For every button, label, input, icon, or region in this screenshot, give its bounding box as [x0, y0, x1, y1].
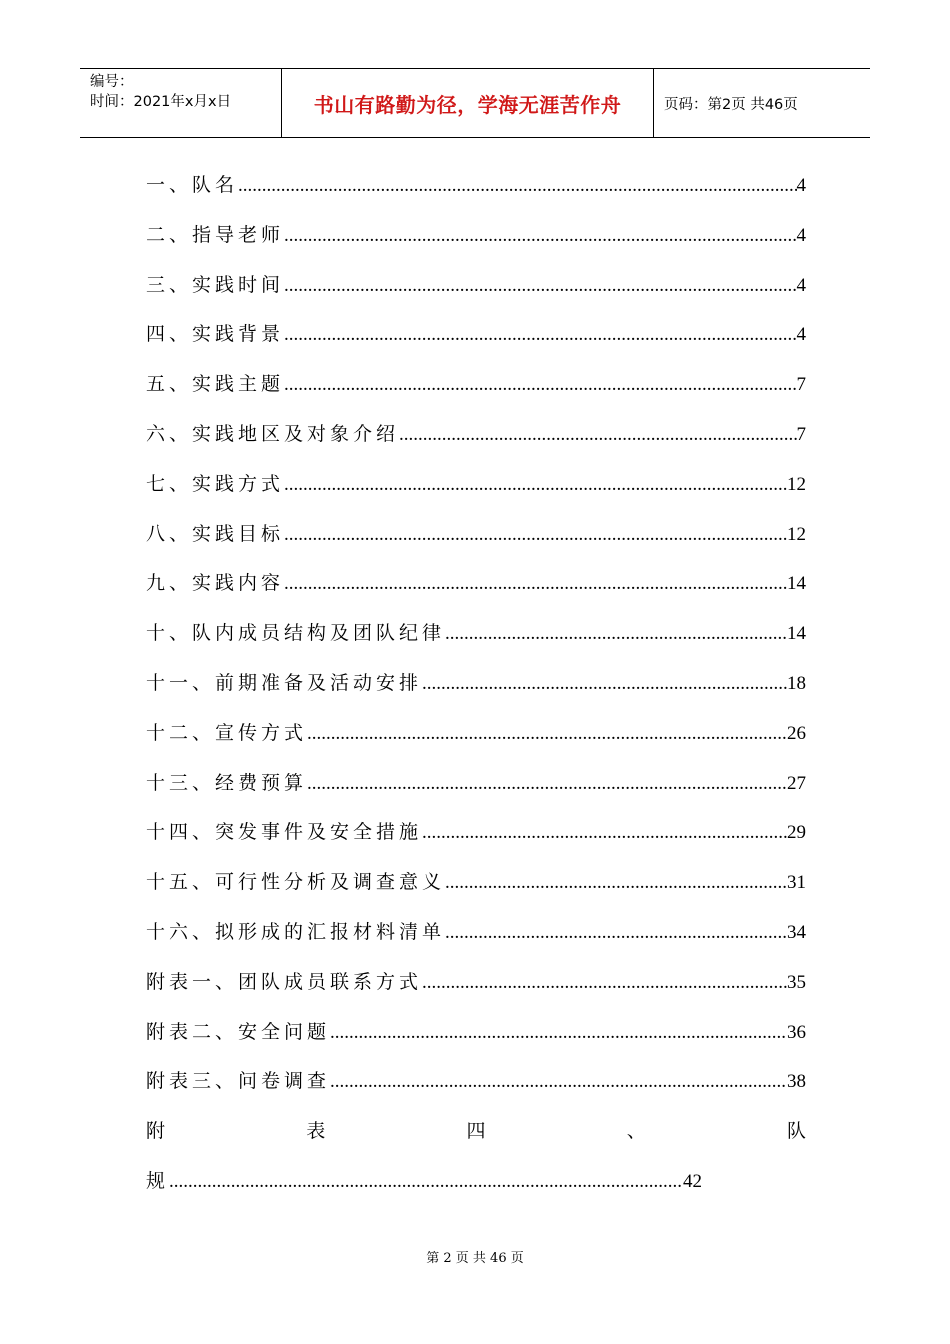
toc-item-title: 十二、宣传方式	[146, 721, 308, 744]
toc-item[interactable]	[146, 467, 806, 517]
toc-leader-dots	[399, 418, 796, 452]
header-meta	[80, 69, 282, 137]
toc-item[interactable]	[146, 517, 806, 567]
toc-item-title: 二、指导老师	[146, 223, 285, 246]
footer-page-number: 第 2 页 共 46 页	[426, 1251, 524, 1266]
toc-leader-dots	[284, 567, 787, 601]
toc-leader-dots	[330, 1065, 787, 1099]
toc-item-page: 12	[787, 523, 806, 545]
toc-leader-dots	[422, 966, 787, 1000]
toc-item-title: 附表二、安全问题	[146, 1020, 331, 1043]
toc-wrapped-char: 表	[306, 1120, 326, 1143]
toc-item-page: 34	[787, 921, 806, 943]
toc-leader-dots	[284, 219, 796, 253]
toc-item[interactable]	[146, 915, 806, 965]
toc-item[interactable]	[146, 716, 806, 766]
toc-item-title: 四、实践背景	[146, 323, 285, 346]
toc-item[interactable]	[146, 1015, 806, 1065]
toc-item[interactable]	[146, 766, 806, 816]
toc-item-title: 六、实践地区及对象介绍	[146, 422, 400, 445]
toc-item-page: 38	[787, 1071, 806, 1093]
toc-item[interactable]	[146, 616, 806, 666]
toc-item-page: 7	[796, 423, 806, 445]
toc-item-page: 35	[787, 971, 806, 993]
toc-item-wrapped[interactable]	[146, 1114, 806, 1164]
toc-item[interactable]	[146, 666, 806, 716]
toc-item-page: 4	[796, 175, 806, 196]
date-label: 时间：2021年x月x日	[90, 94, 232, 110]
toc-item[interactable]	[146, 965, 806, 1015]
toc-item-continuation[interactable]	[146, 1164, 702, 1214]
toc-leader-dots	[169, 1165, 683, 1199]
toc-item-page: 42	[683, 1170, 702, 1192]
toc-leader-dots	[330, 1016, 787, 1050]
toc-item[interactable]	[146, 815, 806, 865]
toc-item-page: 12	[787, 473, 806, 495]
toc-wrapped-char: 四	[466, 1120, 486, 1143]
toc-leader-dots	[307, 767, 787, 801]
toc-item-title: 十、队内成员结构及团队纪律	[146, 622, 446, 645]
toc-item-page: 14	[787, 573, 806, 595]
toc-item-title: 附表一、团队成员联系方式	[146, 970, 423, 993]
toc-item[interactable]	[146, 367, 806, 417]
toc-item-page: 4	[796, 324, 806, 346]
toc-item-page: 27	[787, 772, 806, 794]
toc-item-title: 十一、前期准备及活动安排	[146, 671, 423, 694]
page-header	[80, 68, 870, 138]
toc-item-title: 十五、可行性分析及调查意义	[146, 871, 446, 894]
toc-leader-dots	[284, 318, 796, 352]
page-footer	[0, 1247, 950, 1266]
toc-item[interactable]	[146, 218, 806, 268]
toc-item-page: 4	[796, 274, 806, 296]
toc-leader-dots	[422, 816, 787, 850]
table-of-contents	[146, 168, 806, 1214]
motto-text: 书山有路勤为径，学海无涯苦作舟	[313, 92, 622, 117]
toc-item-title: 七、实践方式	[146, 472, 285, 495]
toc-leader-dots	[238, 169, 796, 203]
toc-item-title: 五、实践主题	[146, 373, 285, 396]
toc-wrapped-char: 附	[146, 1120, 166, 1143]
toc-item-page: 7	[796, 374, 806, 396]
toc-item-page: 26	[787, 722, 806, 744]
toc-leader-dots	[284, 368, 796, 402]
toc-leader-dots	[284, 518, 787, 552]
toc-item-title: 附表三、问卷调查	[146, 1070, 331, 1093]
toc-item-title: 九、实践内容	[146, 572, 285, 595]
toc-leader-dots	[422, 667, 787, 701]
toc-leader-dots	[445, 916, 787, 950]
toc-leader-dots	[284, 269, 796, 303]
toc-item-page: 29	[787, 822, 806, 844]
toc-item-title: 十三、经费预算	[146, 771, 308, 794]
toc-item-page: 4	[796, 224, 806, 246]
toc-item[interactable]	[146, 317, 806, 367]
toc-leader-dots	[307, 717, 787, 751]
toc-item-title: 十四、突发事件及安全措施	[146, 821, 423, 844]
number-label: 编号：	[90, 74, 134, 90]
toc-wrapped-char: 队	[786, 1120, 806, 1143]
toc-item[interactable]	[146, 268, 806, 318]
toc-item[interactable]	[146, 566, 806, 616]
toc-item-title: 十六、拟形成的汇报材料清单	[146, 920, 446, 943]
header-motto-cell	[282, 69, 654, 137]
toc-leader-dots	[445, 617, 787, 651]
toc-item-title: 三、实践时间	[146, 273, 285, 296]
toc-item-page: 18	[787, 672, 806, 694]
toc-item[interactable]	[146, 168, 806, 218]
toc-item-page: 14	[787, 623, 806, 645]
toc-item-page: 31	[787, 872, 806, 894]
header-page-label: 页码：第2页 共46页	[664, 96, 798, 113]
toc-item[interactable]	[146, 1064, 806, 1114]
toc-item-page: 36	[787, 1021, 806, 1043]
toc-item[interactable]	[146, 865, 806, 915]
toc-leader-dots	[445, 866, 787, 900]
toc-item-title: 规	[146, 1169, 170, 1192]
toc-item-title: 八、实践目标	[146, 522, 285, 545]
header-page-cell	[654, 69, 870, 137]
toc-leader-dots	[284, 468, 787, 502]
toc-item[interactable]	[146, 417, 806, 467]
toc-wrapped-char: 、	[626, 1120, 646, 1143]
toc-item-title: 一、队名	[146, 174, 239, 196]
